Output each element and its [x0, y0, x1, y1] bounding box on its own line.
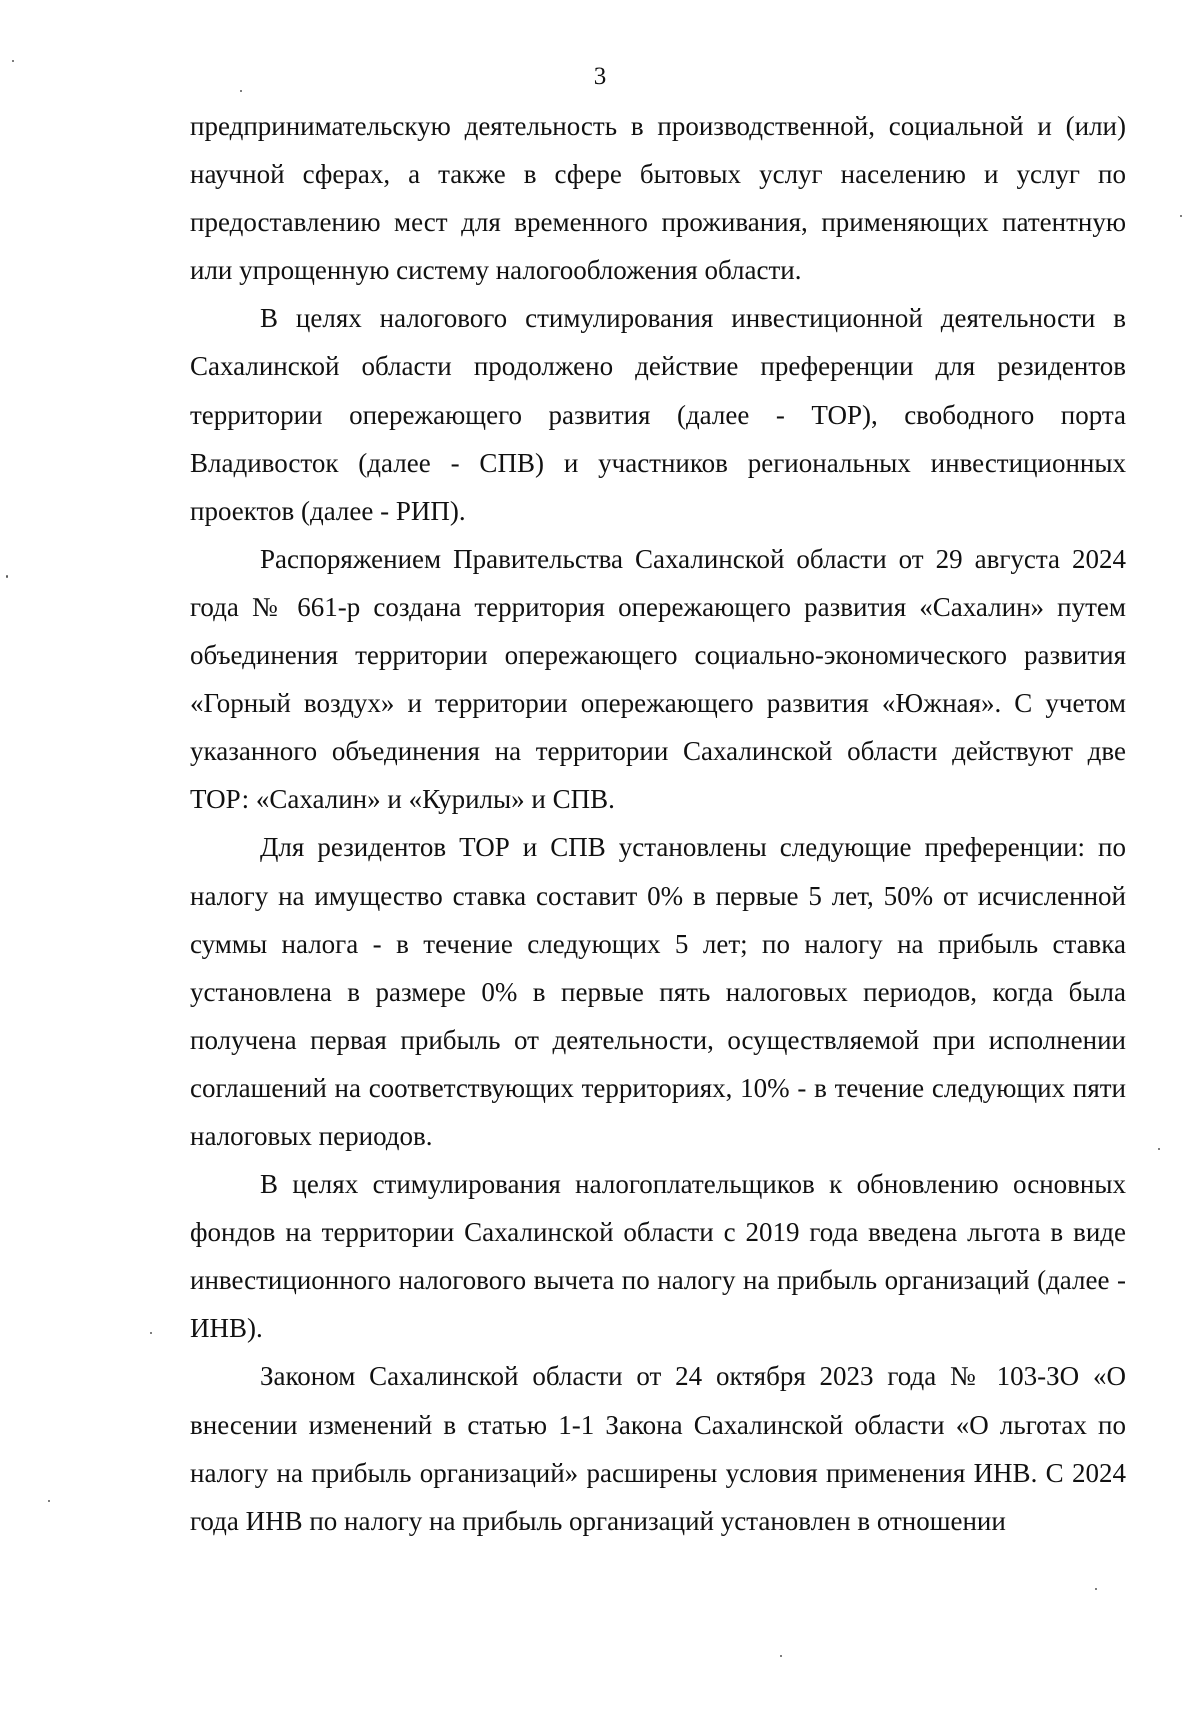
scan-speck: [1158, 1148, 1160, 1150]
scan-speck: [12, 60, 14, 62]
paragraph-law-amendment: Законом Сахалинской области от 24 октября 2023 года № 103-ЗО «О внесении изменений в статью 1-1 Закона Сахалинской области «О льготах по налогу на прибыль организаций» расширены условия применения ИНВ. С 2024 года ИНВ по налогу на прибыль организаций установлен в отношении: [190, 1361, 1126, 1536]
scan-speck: [1095, 1588, 1097, 1590]
scan-speck: [6, 575, 8, 578]
paragraph-continuation: предпринимательскую деятельность в производственной, социальной и (или) научной сферах, а также в сфере бытовых услуг населению и услуг по предоставлению мест для временного проживания, применяющих патентную или упрощенную систему налогообложения области.: [190, 111, 1126, 286]
scan-speck: [150, 1332, 152, 1334]
paragraph-preferences: Для резидентов ТОР и СПВ установлены следующие преференции: по налогу на имущество ставка составит 0% в первые 5 лет, 50% от исчисленной суммы налога - в течение следующих 5 лет; по налогу на прибыль ставка установлена в размере 0% в первые пять налоговых периодов, когда была получена первая прибыль от деятельности, осуществляемой при исполнении соглашений на соответствующих территориях, 10% - в течение следующих пяти налоговых периодов.: [190, 832, 1126, 1151]
document-body: [190, 102, 1126, 1545]
paragraph-tax-stimulus: В целях налогового стимулирования инвестиционной деятельности в Сахалинской области продолжено действие преференции для резидентов территории опережающего развития (далее - ТОР), свободного порта Владивосток (далее - СПВ) и участников региональных инвестиционных проектов (далее - РИП).: [190, 303, 1126, 526]
page-number: 3: [593, 63, 607, 90]
paragraph-inv-deduction: В целях стимулирования налогоплательщиков к обновлению основных фондов на территории Сахалинской области с 2019 года введена льгота в виде инвестиционного налогового вычета по налогу на прибыль организаций (далее - ИНВ).: [190, 1169, 1126, 1344]
paragraph-tor-sakhalin: Распоряжением Правительства Сахалинской области от 29 августа 2024 года № 661-р создана территория опережающего развития «Сахалин» путем объединения территории опережающего социально-экономического развития «Горный воздух» и территории опережающего развития «Южная». С учетом указанного объединения на территории Сахалинской области действуют две ТОР: «Сахалин» и «Курилы» и СПВ.: [190, 543, 1126, 815]
scan-speck: [48, 1500, 50, 1502]
scan-speck: [1180, 215, 1182, 217]
scan-speck: [780, 1655, 782, 1657]
scan-speck: [240, 90, 242, 92]
